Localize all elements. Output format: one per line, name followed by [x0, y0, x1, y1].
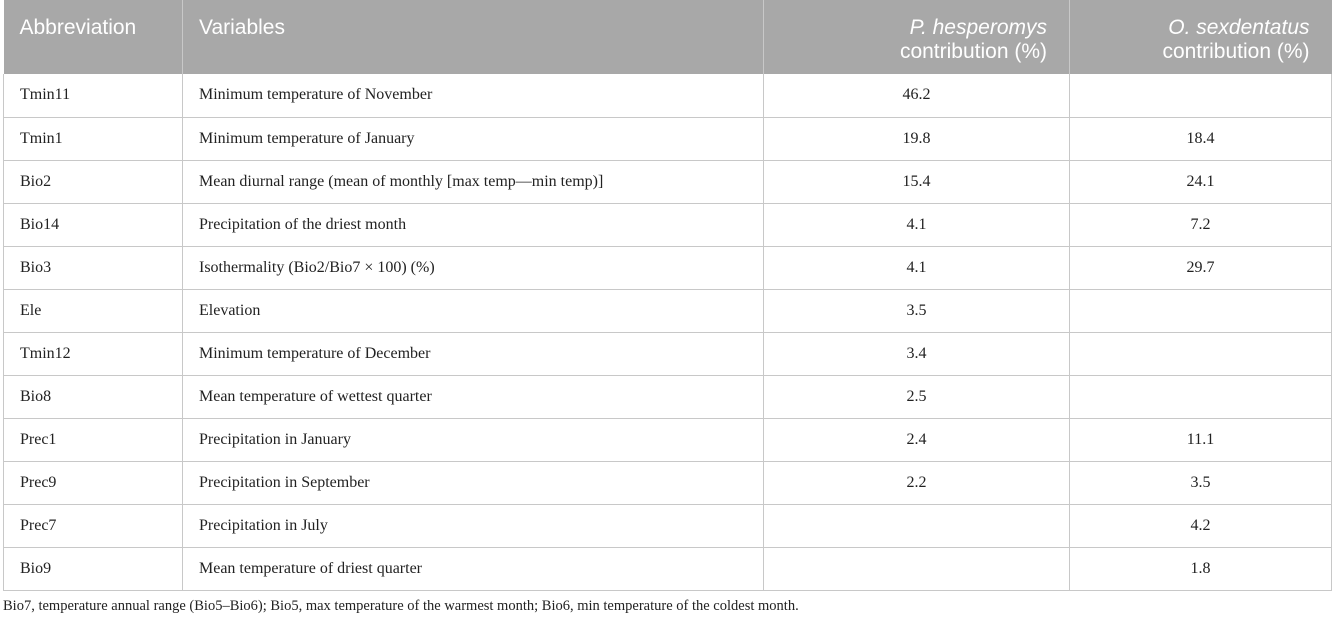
- cell-variable: Precipitation in January: [183, 418, 764, 461]
- table-row: [4, 117, 1332, 160]
- table-row: [4, 461, 1332, 504]
- table-row: [4, 74, 1332, 117]
- cell-abbreviation: Tmin12: [4, 332, 183, 375]
- table-row: [4, 547, 1332, 590]
- cell-p-hesperomys: 46.2: [764, 74, 1070, 117]
- table-row: [4, 418, 1332, 461]
- table-row: [4, 289, 1332, 332]
- table-row: [4, 203, 1332, 246]
- cell-variable: Mean temperature of wettest quarter: [183, 375, 764, 418]
- header-row: [4, 0, 1332, 74]
- cell-o-sexdentatus: [1070, 332, 1332, 375]
- cell-variable: Precipitation of the driest month: [183, 203, 764, 246]
- cell-o-sexdentatus: [1070, 289, 1332, 332]
- cell-abbreviation: Prec7: [4, 504, 183, 547]
- cell-abbreviation: Tmin11: [4, 74, 183, 117]
- cell-variable: Elevation: [183, 289, 764, 332]
- cell-o-sexdentatus: 7.2: [1070, 203, 1332, 246]
- cell-p-hesperomys: 2.4: [764, 418, 1070, 461]
- cell-o-sexdentatus: 11.1: [1070, 418, 1332, 461]
- table-row: [4, 246, 1332, 289]
- cell-variable: Precipitation in September: [183, 461, 764, 504]
- cell-p-hesperomys: 4.1: [764, 203, 1070, 246]
- table-row: [4, 332, 1332, 375]
- cell-variable: Minimum temperature of November: [183, 74, 764, 117]
- cell-p-hesperomys: 3.4: [764, 332, 1070, 375]
- contribution-table-container: [3, 0, 1331, 591]
- header-o-sexdentatus-suffix: contribution (%): [1162, 40, 1310, 63]
- cell-abbreviation: Bio2: [4, 160, 183, 203]
- cell-p-hesperomys: 2.2: [764, 461, 1070, 504]
- header-p-hesperomys-species: P. hesperomys: [909, 16, 1047, 39]
- cell-p-hesperomys: 2.5: [764, 375, 1070, 418]
- cell-abbreviation: Ele: [4, 289, 183, 332]
- header-p-hesperomys: [764, 0, 1070, 74]
- table-row: [4, 160, 1332, 203]
- table-row: [4, 504, 1332, 547]
- cell-variable: Precipitation in July: [183, 504, 764, 547]
- cell-abbreviation: Bio3: [4, 246, 183, 289]
- cell-abbreviation: Bio8: [4, 375, 183, 418]
- cell-p-hesperomys: 4.1: [764, 246, 1070, 289]
- cell-abbreviation: Prec1: [4, 418, 183, 461]
- table-footnote: Bio7, temperature annual range (Bio5–Bio6); Bio5, max temperature of the warmest month; Bio6, min temperature of the coldest month.: [3, 598, 799, 614]
- cell-o-sexdentatus: 29.7: [1070, 246, 1332, 289]
- cell-p-hesperomys: 15.4: [764, 160, 1070, 203]
- cell-variable: Isothermality (Bio2/Bio7 × 100) (%): [183, 246, 764, 289]
- cell-o-sexdentatus: 18.4: [1070, 117, 1332, 160]
- cell-variable: Mean temperature of driest quarter: [183, 547, 764, 590]
- header-variables: Variables: [183, 0, 764, 74]
- cell-p-hesperomys: 19.8: [764, 117, 1070, 160]
- cell-variable: Minimum temperature of December: [183, 332, 764, 375]
- cell-o-sexdentatus: 1.8: [1070, 547, 1332, 590]
- header-p-hesperomys-suffix: contribution (%): [899, 40, 1047, 63]
- cell-abbreviation: Prec9: [4, 461, 183, 504]
- cell-o-sexdentatus: 24.1: [1070, 160, 1332, 203]
- cell-p-hesperomys: 3.5: [764, 289, 1070, 332]
- cell-p-hesperomys: [764, 547, 1070, 590]
- cell-abbreviation: Tmin1: [4, 117, 183, 160]
- cell-abbreviation: Bio9: [4, 547, 183, 590]
- header-o-sexdentatus-species: O. sexdentatus: [1168, 16, 1310, 39]
- header-abbreviation: Abbreviation: [4, 0, 183, 74]
- cell-variable: Mean diurnal range (mean of monthly [max temp—min temp)]: [183, 160, 764, 203]
- variable-contribution-table: [3, 0, 1332, 591]
- table-row: [4, 375, 1332, 418]
- table-header: [4, 0, 1332, 74]
- cell-o-sexdentatus: [1070, 74, 1332, 117]
- cell-o-sexdentatus: 3.5: [1070, 461, 1332, 504]
- cell-abbreviation: Bio14: [4, 203, 183, 246]
- cell-o-sexdentatus: [1070, 375, 1332, 418]
- cell-variable: Minimum temperature of January: [183, 117, 764, 160]
- table-body: [4, 74, 1332, 590]
- cell-o-sexdentatus: 4.2: [1070, 504, 1332, 547]
- header-o-sexdentatus: [1070, 0, 1332, 74]
- cell-p-hesperomys: [764, 504, 1070, 547]
